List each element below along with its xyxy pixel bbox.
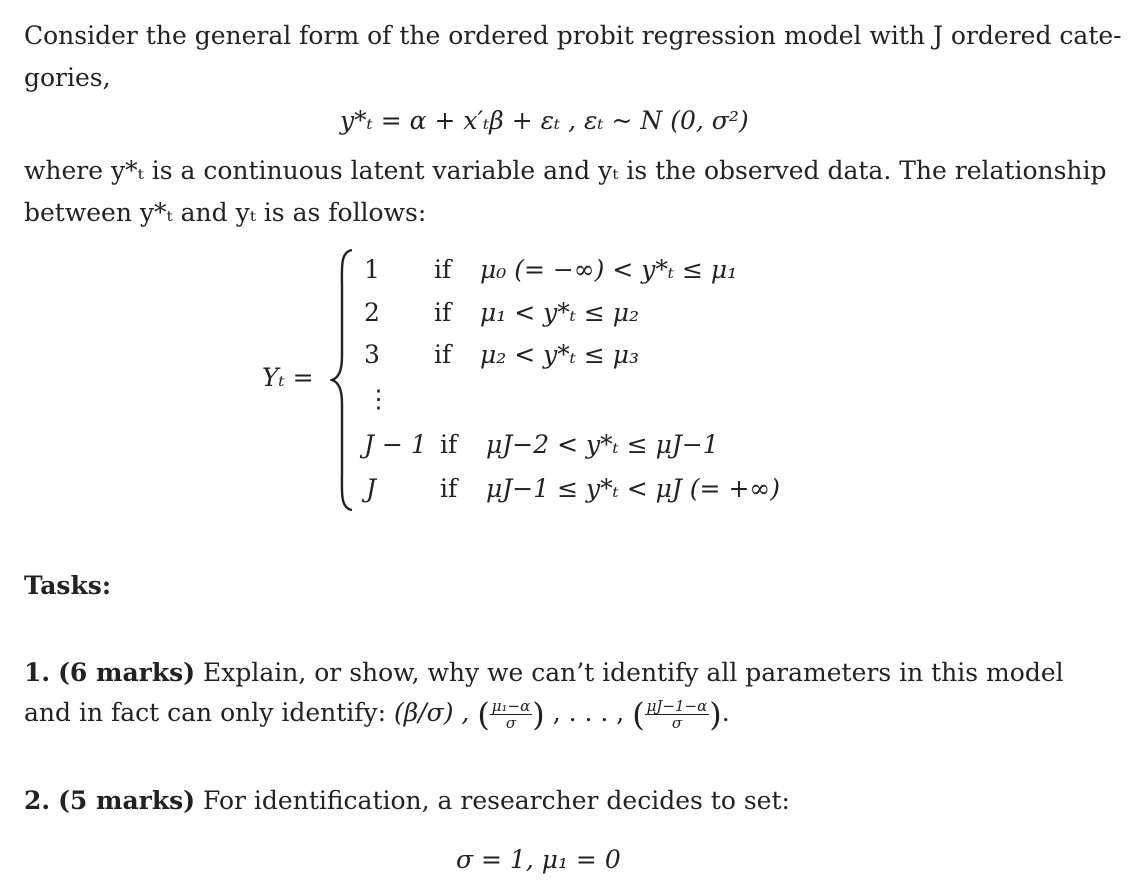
case-vdots: ⋮ [366,384,391,413]
task-1-line-2: and in fact can only identify: (β/σ) , ( $\frac{\text{μ₁−α}}{\sigma}$ ) , . . . , ( $\frac{\mu J-1-\alpha}{\sigma}$ ). [24,695,730,734]
task-2-number: 2. [24,786,51,815]
relation-line-2: between y*ₜ and yₜ is as follows: [24,198,427,227]
case-value-5: J − 1 [364,430,427,459]
task-1-text-1: Explain, or show, why we can’t identify all parameters in this model [203,658,1064,687]
case-value-2: 2 [364,298,380,327]
task-1-marks: (6 marks) [58,658,196,687]
task-2-line [24,785,790,817]
case-cond-3: if [434,340,452,369]
case-cond-5: if [440,430,458,459]
case-cond-1: if [434,255,452,284]
task-1-text-2: and in fact can only identify: [24,698,387,727]
tasks-heading: Tasks: [24,571,112,600]
case-cond-6: if [440,474,458,503]
case-range-1: μ₀ (= −∞) < y*ₜ ≤ μ₁ [480,255,738,284]
intro-line-1: Consider the general form of the ordered probit regression model with J ordered cate- [24,21,1122,50]
case-range-3: μ₂ < y*ₜ ≤ μ₃ [480,340,640,369]
case-range-5: μJ−2 < y*ₜ ≤ μJ−1 [486,430,719,459]
cases-lhs: Yₜ = [262,363,314,392]
task-2-marks: (5 marks) [58,786,196,815]
case-value-3: 3 [364,340,380,369]
case-value-1: 1 [364,255,380,284]
left-brace [330,248,356,512]
intro-line-2: gories, [24,63,111,92]
task-1-ellipsis: , . . . , [552,698,625,727]
task-1-line-1 [24,657,1064,689]
fraction-2: $\frac{\mu J-1-\alpha}{\sigma}$ [646,697,708,732]
model-equation: y*ₜ = α + x′ₜβ + εₜ , εₜ ~ N (0, σ²) [340,106,749,135]
task-1-param-1: (β/σ) , [394,698,470,727]
relation-line-1: where y*ₜ is a continuous latent variable and yₜ is the observed data. The relationship [24,156,1107,185]
task-1-number: 1. [24,658,51,687]
task-2-equation: σ = 1, μ₁ = 0 [456,845,621,874]
case-range-6: μJ−1 ≤ y*ₜ < μJ (= +∞) [486,474,780,503]
case-value-6: J [366,474,377,503]
task-2-text: For identification, a researcher decides to set: [203,786,790,815]
case-range-2: μ₁ < y*ₜ ≤ μ₂ [480,298,640,327]
case-cond-2: if [434,298,452,327]
fraction-1: $\frac{\text{μ₁−α}}{\sigma}$ [491,697,531,732]
